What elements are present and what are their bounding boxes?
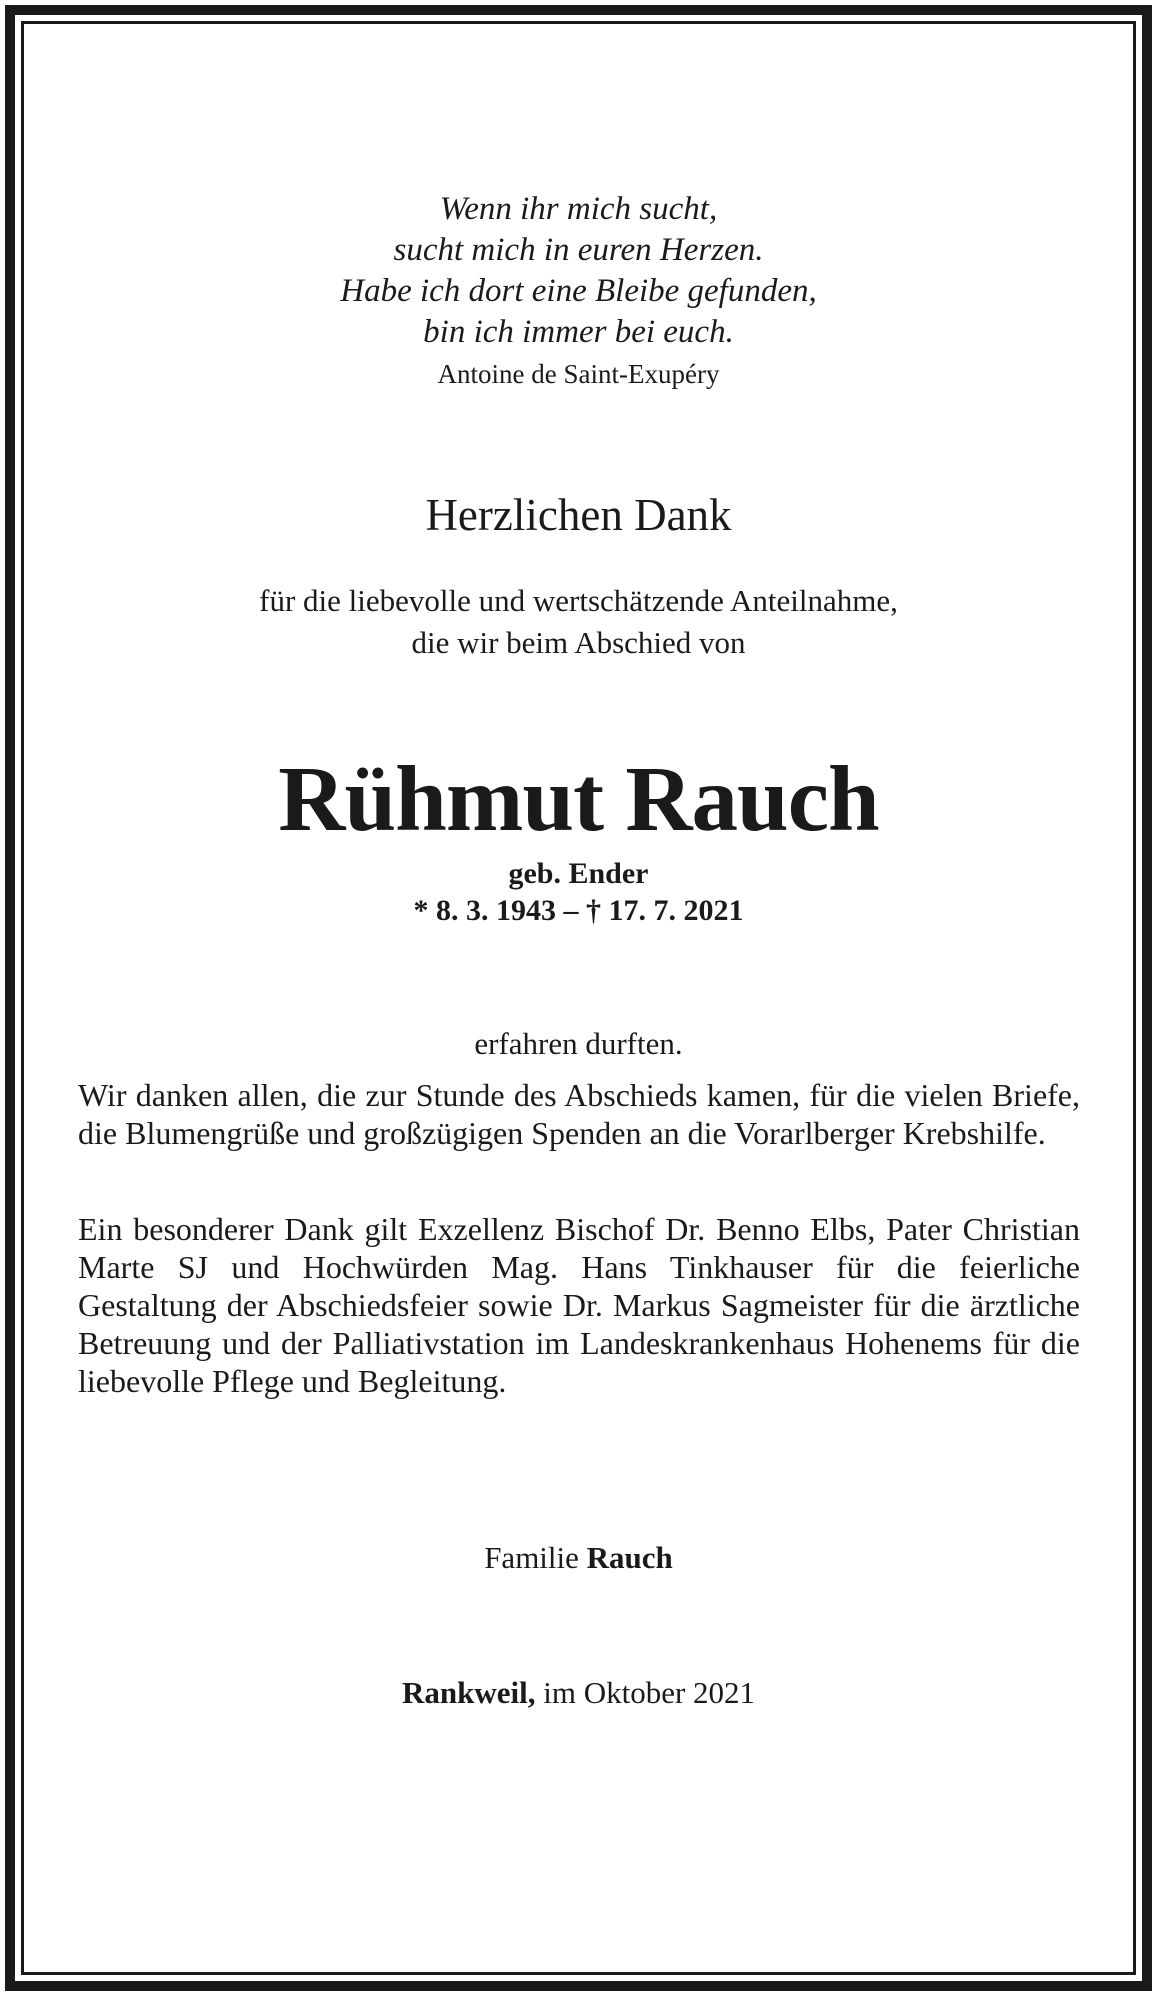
poem-line: Wenn ihr mich sucht, [439, 191, 718, 227]
place: Rankweil, [401, 1675, 536, 1710]
thanks-paragraph: Wir danken allen, die zur Stunde des Abschieds kamen, für die vielen Briefe, die Blumengrüße und großzügigen Spenden an die Vorarlberger Krebshilfe. [78, 1077, 1080, 1151]
poem-line: Habe ich dort eine Bleibe gefunden, [340, 273, 817, 309]
intro-line: für die liebevolle und wertschätzende Anteilnahme, [259, 583, 898, 618]
deceased-name: Rühmut Rauch [278, 748, 879, 851]
place-and-date [0, 1673, 1157, 1713]
special-thanks-paragraph: Ein besonderer Dank gilt Exzellenz Bischof Dr. Benno Elbs, Pater Christian Marte SJ und Hochwürden Mag. Hans Tinkhauser für die feierliche Gestaltung der Abschiedsfeier sowie Dr. Markus Sagmeister für die ärztliche Betreuung und der Palliativstation im Landeskrankenhaus Hohenems für die liebevolle Pflege und Begleitung. [78, 1211, 1080, 1399]
poem [0, 189, 1157, 353]
poem-line: sucht mich in euren Herzen. [393, 232, 764, 268]
after-name-text: erfahren durften. [474, 1026, 683, 1061]
family-signature [0, 1538, 1157, 1578]
signature-prefix: Familie [484, 1540, 579, 1575]
life-dates: * 8. 3. 1943 – † 17. 7. 2021 [413, 894, 744, 927]
poem-line: bin ich immer bei euch. [423, 314, 734, 350]
intro-line: die wir beim Abschied von [411, 625, 746, 660]
intro-text [0, 580, 1157, 664]
signature-surname: Rauch [586, 1540, 673, 1575]
thank-you-heading: Herzlichen Dank [425, 490, 732, 540]
date: im Oktober 2021 [543, 1675, 756, 1710]
birth-name: geb. Ender [508, 857, 649, 890]
poem-author: Antoine de Saint-Exupéry [437, 359, 720, 389]
